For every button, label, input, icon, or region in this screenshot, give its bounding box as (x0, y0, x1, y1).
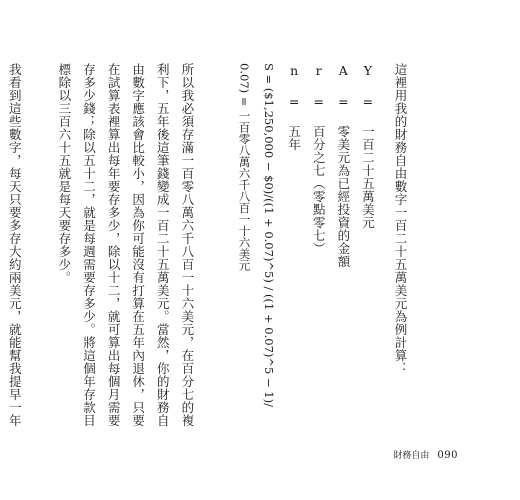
running-title: 財務自由 (393, 451, 430, 461)
paragraph: r = 百分之七（零點零七） (311, 63, 327, 255)
paragraph: n = 五年 (286, 63, 302, 151)
paragraph: A = 零美元為已經投資的金額 (335, 63, 351, 268)
paragraph: 我看到這些數字，每天只要多存大約兩美元，就能幫我提早一年 (7, 63, 23, 427)
page-footer (393, 448, 458, 461)
body-text (0, 63, 412, 427)
paragraph: 這裡用我的財務自由數字一百二十五萬美元為例計算： (393, 63, 408, 375)
paragraph: Y = 一百二十五萬美元 (360, 63, 376, 229)
paragraph: S = ($1,250,000 − $0)/((1 + 0.07)^5) / ((1 + 0.07)^5 − 1)/ 0.07) = 一百零八萬六千八百一十六美元 (237, 63, 277, 407)
page-number: 090 (437, 450, 458, 461)
paragraph: 所以我必須存滿一百零八萬六千八百一十六美元，在百分七的複利下，五年後這筆錢變成一百二十五萬美元。當然，你的財務自由數字應該會比較小，因為你可能沒有打算在五年內退休，只要在試算表裡算出每年要存多少，除以十二，就可算出每個月需要存多少錢；除以五十二，就是每週需要存多少。將這個年存款目標除以三百六十五就是每天要存多少。 (56, 63, 195, 427)
paragraph-spacer (379, 63, 387, 427)
paragraph-spacer (224, 63, 232, 427)
